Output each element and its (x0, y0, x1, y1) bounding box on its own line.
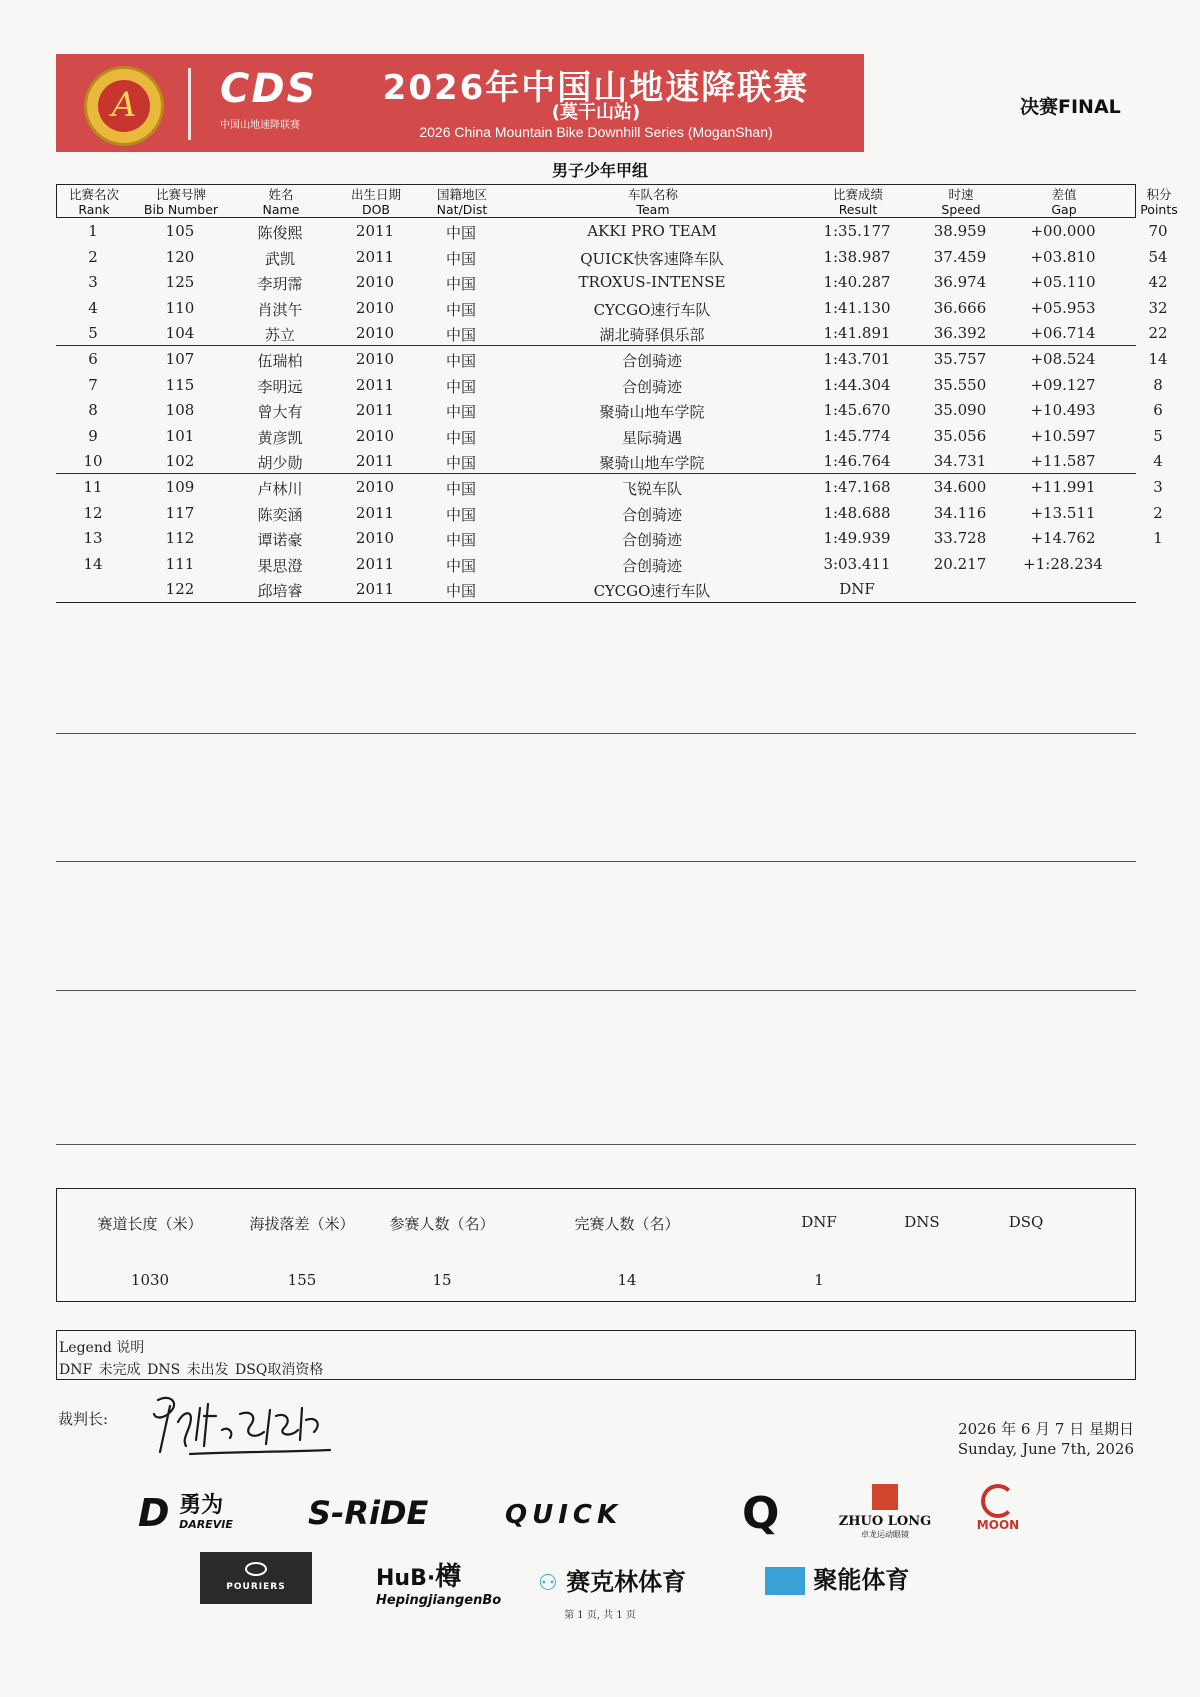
cell-nat: 中国 (445, 582, 476, 601)
cell-points: 1 (1153, 529, 1163, 548)
results-table (56, 184, 1178, 603)
cell-team: 合创骑迹 (621, 505, 682, 524)
sponsor-q-logo: Q (742, 1488, 780, 1539)
cell-result: 3:03.411 (823, 554, 891, 573)
cell-result: 1:45.774 (823, 426, 891, 445)
cell-speed: 20.217 (933, 554, 987, 573)
stat-value-course-length: 1030 (130, 1271, 170, 1289)
referee-signature (130, 1380, 360, 1460)
cell-gap: +14.762 (1030, 529, 1096, 548)
cds-logo-subtitle: 中国山地速降联赛 (220, 120, 300, 131)
table-row (56, 295, 1168, 321)
cell-result: 1:45.670 (823, 401, 891, 420)
cell-speed: 37.459 (933, 247, 987, 266)
sponsor-juneng-logo (765, 1560, 909, 1595)
table-row (56, 474, 1163, 500)
cell-name: 胡少勋 (257, 454, 303, 473)
col-header-points: 积分 Points (1140, 187, 1178, 217)
hub-sub: HepingjiangenBo (376, 1593, 502, 1608)
cell-bib: 109 (165, 477, 195, 496)
col-header-bib: 比赛号牌 Bib Number (143, 187, 219, 217)
stat-header-elevation: 海拔落差（米） (249, 1215, 355, 1233)
table-row (56, 372, 1163, 398)
table-row (56, 397, 1163, 423)
cell-dob: 2011 (355, 503, 395, 522)
cell-dob: 2010 (355, 529, 395, 548)
table-row (56, 576, 1136, 602)
sponsor-moon-logo (968, 1484, 1028, 1532)
cell-rank: 14 (83, 554, 103, 573)
event-title-en: 2026 China Mountain Bike Downhill Series (MoganShan) (419, 124, 773, 140)
stat-header-dnf: DNF (801, 1213, 837, 1231)
cell-team: TROXUS-INTENSE (578, 273, 726, 292)
table-bottom-rule (56, 602, 1136, 603)
stat-value-elevation: 155 (287, 1271, 317, 1289)
cell-team: 聚骑山地车学院 (599, 454, 705, 473)
zhuolong-mark-icon (872, 1484, 898, 1510)
stage-label: 决赛FINAL (1020, 96, 1121, 118)
blank-ruled-line (56, 733, 1136, 734)
cell-points: 3 (1153, 477, 1163, 496)
cell-gap: +05.953 (1030, 298, 1096, 317)
cell-result: 1:48.688 (823, 503, 891, 522)
cell-name: 李明远 (257, 377, 303, 396)
stat-header-course-length: 赛道长度（米） (97, 1215, 203, 1233)
cell-bib: 122 (165, 580, 195, 599)
cell-nat: 中国 (445, 505, 476, 524)
cell-rank: 10 (83, 452, 103, 471)
association-emblem-logo (84, 66, 164, 146)
darevie-text: DAREVIE (179, 1518, 233, 1531)
table-body (56, 218, 1168, 602)
cell-speed: 36.974 (933, 273, 987, 292)
cell-dob: 2011 (355, 580, 395, 599)
cell-team: 合创骑迹 (621, 531, 682, 550)
cell-points: 2 (1153, 503, 1163, 522)
race-stats-box (56, 1188, 1136, 1302)
table-row (56, 423, 1163, 449)
cell-bib: 115 (165, 375, 195, 394)
cell-nat: 中国 (445, 479, 476, 498)
blank-ruled-line (56, 1144, 1136, 1145)
cell-name: 李玥霈 (257, 275, 303, 294)
cell-speed: 34.600 (933, 477, 987, 496)
cell-nat: 中国 (445, 556, 476, 575)
saikelin-text: 赛克林体育 (566, 1568, 687, 1596)
col-header-team: 车队名称 Team (627, 187, 678, 217)
cell-bib: 107 (165, 349, 195, 368)
col-header-result: 比赛成绩 Result (832, 187, 883, 217)
cell-nat: 中国 (445, 249, 476, 268)
cell-team: QUICK快客速降车队 (580, 249, 724, 268)
cell-dob: 2011 (355, 554, 395, 573)
col-header-name: 姓名 Name (262, 187, 300, 217)
cell-result: 1:41.130 (823, 298, 891, 317)
sponsor-saikelin-logo (538, 1562, 686, 1597)
hub-text: HuB· (376, 1566, 436, 1591)
cell-result: 1:41.891 (823, 324, 891, 343)
cell-result: 1:38.987 (823, 247, 891, 266)
cds-logo: CDS (220, 66, 318, 112)
date-en: Sunday, June 7th, 2026 (957, 1440, 1134, 1458)
cell-rank: 3 (88, 273, 98, 292)
cell-result: 1:49.939 (823, 529, 891, 548)
col-header-rank: 比赛名次 Rank (68, 187, 119, 217)
cell-team: 合创骑迹 (621, 351, 682, 370)
cell-speed: 34.731 (933, 452, 987, 471)
sponsor-pouriers-logo (200, 1552, 312, 1604)
cell-speed: 35.056 (933, 426, 987, 445)
cell-dob: 2011 (355, 452, 395, 471)
cell-gap: +13.511 (1030, 503, 1096, 522)
cell-bib: 120 (165, 247, 195, 266)
sponsor-hub-logo (376, 1556, 501, 1608)
col-header-dob: 出生日期 DOB (350, 187, 401, 217)
event-subtitle: (莫干山站) (551, 102, 641, 123)
cell-speed: 35.550 (933, 375, 987, 394)
referee-label: 裁判长: (58, 1410, 109, 1428)
cell-nat: 中国 (445, 403, 476, 422)
table-row (56, 551, 1136, 577)
cell-name: 苏立 (264, 326, 295, 345)
cell-rank: 8 (88, 401, 98, 420)
cell-gap: +03.810 (1030, 247, 1096, 266)
sponsor-sride-logo: S-RiDE (308, 1494, 429, 1532)
cell-result: 1:35.177 (823, 222, 891, 240)
moon-crescent-icon (981, 1484, 1015, 1518)
table-row (56, 346, 1168, 372)
date-cn: 2026 年 6 月 7 日 星期日 (958, 1420, 1134, 1438)
cell-name: 卢林川 (257, 479, 303, 498)
cell-rank: 4 (88, 298, 98, 317)
cell-nat: 中国 (445, 428, 476, 447)
cell-gap: +10.493 (1030, 401, 1096, 420)
cell-points: 54 (1148, 247, 1168, 266)
moon-text: MOON (976, 1518, 1020, 1532)
cell-rank: 12 (83, 503, 103, 522)
cell-nat: 中国 (445, 326, 476, 345)
cell-bib: 125 (165, 273, 195, 292)
col-header-gap: 差值 Gap (1051, 187, 1077, 217)
cell-result: DNF (839, 580, 875, 599)
cell-dob: 2010 (355, 273, 395, 292)
stat-header-starters: 参赛人数（名） (389, 1215, 495, 1233)
cell-dob: 2011 (355, 401, 395, 420)
zhuolong-text: ZHUO LONG (838, 1514, 932, 1529)
darevie-cn: 勇为 (179, 1493, 224, 1518)
cell-rank: 7 (88, 375, 98, 394)
cell-bib: 101 (165, 426, 195, 445)
cell-dob: 2010 (355, 324, 395, 343)
cell-name: 陈奕涵 (257, 505, 303, 524)
cell-team: 湖北骑驿俱乐部 (599, 326, 705, 345)
table-header (56, 184, 1178, 218)
cell-points: 22 (1148, 324, 1168, 343)
cell-speed: 34.116 (933, 503, 987, 522)
cell-bib: 111 (165, 554, 195, 573)
cell-dob: 2010 (355, 349, 395, 368)
cell-speed: 35.090 (933, 401, 987, 420)
sponsor-quick-logo: QUICK (505, 1500, 623, 1530)
cell-bib: 117 (165, 503, 195, 522)
cell-nat: 中国 (445, 531, 476, 550)
hub-cn: 樽 (435, 1562, 462, 1592)
cell-name: 黄彦凯 (257, 428, 303, 447)
zhuolong-cn: 卓龙运动眼镜 (861, 1530, 909, 1539)
cell-points: 70 (1148, 222, 1168, 240)
cell-gap: +11.991 (1030, 477, 1096, 496)
cell-result: 1:46.764 (823, 452, 891, 471)
cell-result: 1:47.168 (823, 477, 891, 496)
col-header-nat: 国籍地区 Nat/Dist (436, 187, 488, 217)
cell-team: CYCGO速行车队 (593, 300, 711, 319)
bicycle-icon: ⚇ (538, 1571, 558, 1596)
juneng-text: 聚能体育 (813, 1566, 910, 1594)
cell-rank: 9 (88, 426, 98, 445)
blank-ruled-line (56, 990, 1136, 991)
cell-rank: 11 (83, 477, 103, 496)
cell-team: AKKI PRO TEAM (587, 222, 717, 240)
group-title: 男子少年甲组 (551, 161, 648, 180)
cell-name: 伍瑞柏 (257, 351, 303, 370)
cell-gap: +09.127 (1030, 375, 1096, 394)
cell-points: 4 (1153, 452, 1163, 471)
cell-team: 飞锐车队 (621, 479, 682, 498)
cell-name: 陈俊熙 (257, 224, 303, 242)
banner-divider (188, 68, 191, 140)
cell-bib: 102 (165, 452, 195, 471)
col-header-speed: 时速 Speed (941, 187, 981, 217)
cell-points: 5 (1153, 426, 1163, 445)
emblem-glyph: A (98, 80, 150, 132)
cell-points: 14 (1148, 349, 1168, 368)
cell-speed: 36.392 (933, 324, 987, 343)
pouriers-mark-icon (245, 1562, 267, 1576)
cell-dob: 2010 (355, 477, 395, 496)
table-row (56, 448, 1163, 474)
cell-gap: +1:28.234 (1023, 554, 1103, 573)
cell-dob: 2011 (355, 375, 395, 394)
cell-name: 肖淇午 (257, 300, 303, 319)
cell-nat: 中国 (445, 377, 476, 396)
event-title: 2026年中国山地速降联赛 (382, 68, 810, 108)
cell-team: 合创骑迹 (621, 377, 682, 396)
sponsor-zhuolong-logo (835, 1484, 935, 1540)
stat-header-dns: DNS (904, 1213, 940, 1231)
table-row (56, 244, 1168, 270)
stat-value-starters: 15 (432, 1271, 452, 1289)
cell-dob: 2010 (355, 426, 395, 445)
table-row (56, 500, 1163, 526)
legend-body: DNF 未完成 DNS 未出发 DSQ取消资格 (59, 1362, 324, 1378)
sponsor-darevie-logo (138, 1491, 233, 1535)
cell-points: 42 (1148, 273, 1168, 292)
cell-bib: 105 (165, 222, 195, 240)
cell-gap: +05.110 (1030, 273, 1096, 292)
legend-title: Legend 说明 (59, 1340, 145, 1356)
table-row (56, 218, 1168, 244)
darevie-mark: D (138, 1491, 170, 1535)
cell-points: 32 (1148, 298, 1168, 317)
cell-name: 邱培睿 (257, 582, 303, 601)
cell-team: CYCGO速行车队 (593, 582, 711, 601)
pouriers-text: POURIERS (226, 1582, 286, 1592)
cell-rank: 1 (88, 222, 98, 240)
cell-nat: 中国 (445, 300, 476, 319)
cell-dob: 2010 (355, 298, 395, 317)
event-banner (56, 54, 864, 152)
cell-bib: 108 (165, 401, 195, 420)
cell-bib: 104 (165, 324, 195, 343)
table-row (56, 320, 1168, 346)
cell-bib: 112 (165, 529, 195, 548)
table-row (56, 269, 1168, 295)
table-row (56, 525, 1163, 551)
cell-name: 武凯 (264, 249, 295, 268)
cell-nat: 中国 (445, 454, 476, 473)
cell-gap: +10.597 (1030, 426, 1096, 445)
cell-result: 1:44.304 (823, 375, 891, 394)
cell-gap: +00.000 (1030, 222, 1096, 240)
cell-gap: +06.714 (1030, 324, 1096, 343)
cell-nat: 中国 (445, 275, 476, 294)
cell-speed: 38.959 (933, 222, 987, 240)
cell-team: 合创骑迹 (621, 556, 682, 575)
cell-nat: 中国 (445, 351, 476, 370)
cell-dob: 2011 (355, 247, 395, 266)
cell-name: 果思澄 (257, 556, 303, 575)
cell-rank: 6 (88, 349, 98, 368)
cell-rank: 5 (88, 324, 98, 343)
cell-gap: +11.587 (1030, 452, 1096, 471)
legend-box (56, 1330, 1136, 1380)
cell-result: 1:40.287 (823, 273, 891, 292)
cell-rank: 2 (88, 247, 98, 266)
cell-speed: 35.757 (933, 349, 987, 368)
cell-speed: 36.666 (933, 298, 987, 317)
cell-team: 聚骑山地车学院 (599, 403, 705, 422)
stat-value-finishers: 14 (617, 1271, 637, 1289)
blank-ruled-line (56, 861, 1136, 862)
cell-team: 星际骑遇 (621, 428, 682, 447)
juneng-mark-icon (765, 1567, 805, 1595)
cell-gap: +08.524 (1030, 349, 1096, 368)
cell-speed: 33.728 (933, 529, 987, 548)
page-number: 第 1 页, 共 1 页 (564, 1610, 636, 1621)
cell-name: 谭诺豪 (257, 531, 303, 550)
cell-dob: 2011 (355, 222, 395, 240)
cell-nat: 中国 (445, 224, 476, 242)
cell-result: 1:43.701 (823, 349, 891, 368)
cell-name: 曾大有 (257, 403, 303, 422)
cell-bib: 110 (165, 298, 195, 317)
cell-points: 8 (1153, 375, 1163, 394)
stat-header-finishers: 完赛人数（名） (574, 1215, 680, 1233)
stat-header-dsq: DSQ (1008, 1213, 1044, 1231)
stat-value-dnf: 1 (814, 1271, 824, 1289)
cell-rank: 13 (83, 529, 103, 548)
cell-points: 6 (1153, 401, 1163, 420)
